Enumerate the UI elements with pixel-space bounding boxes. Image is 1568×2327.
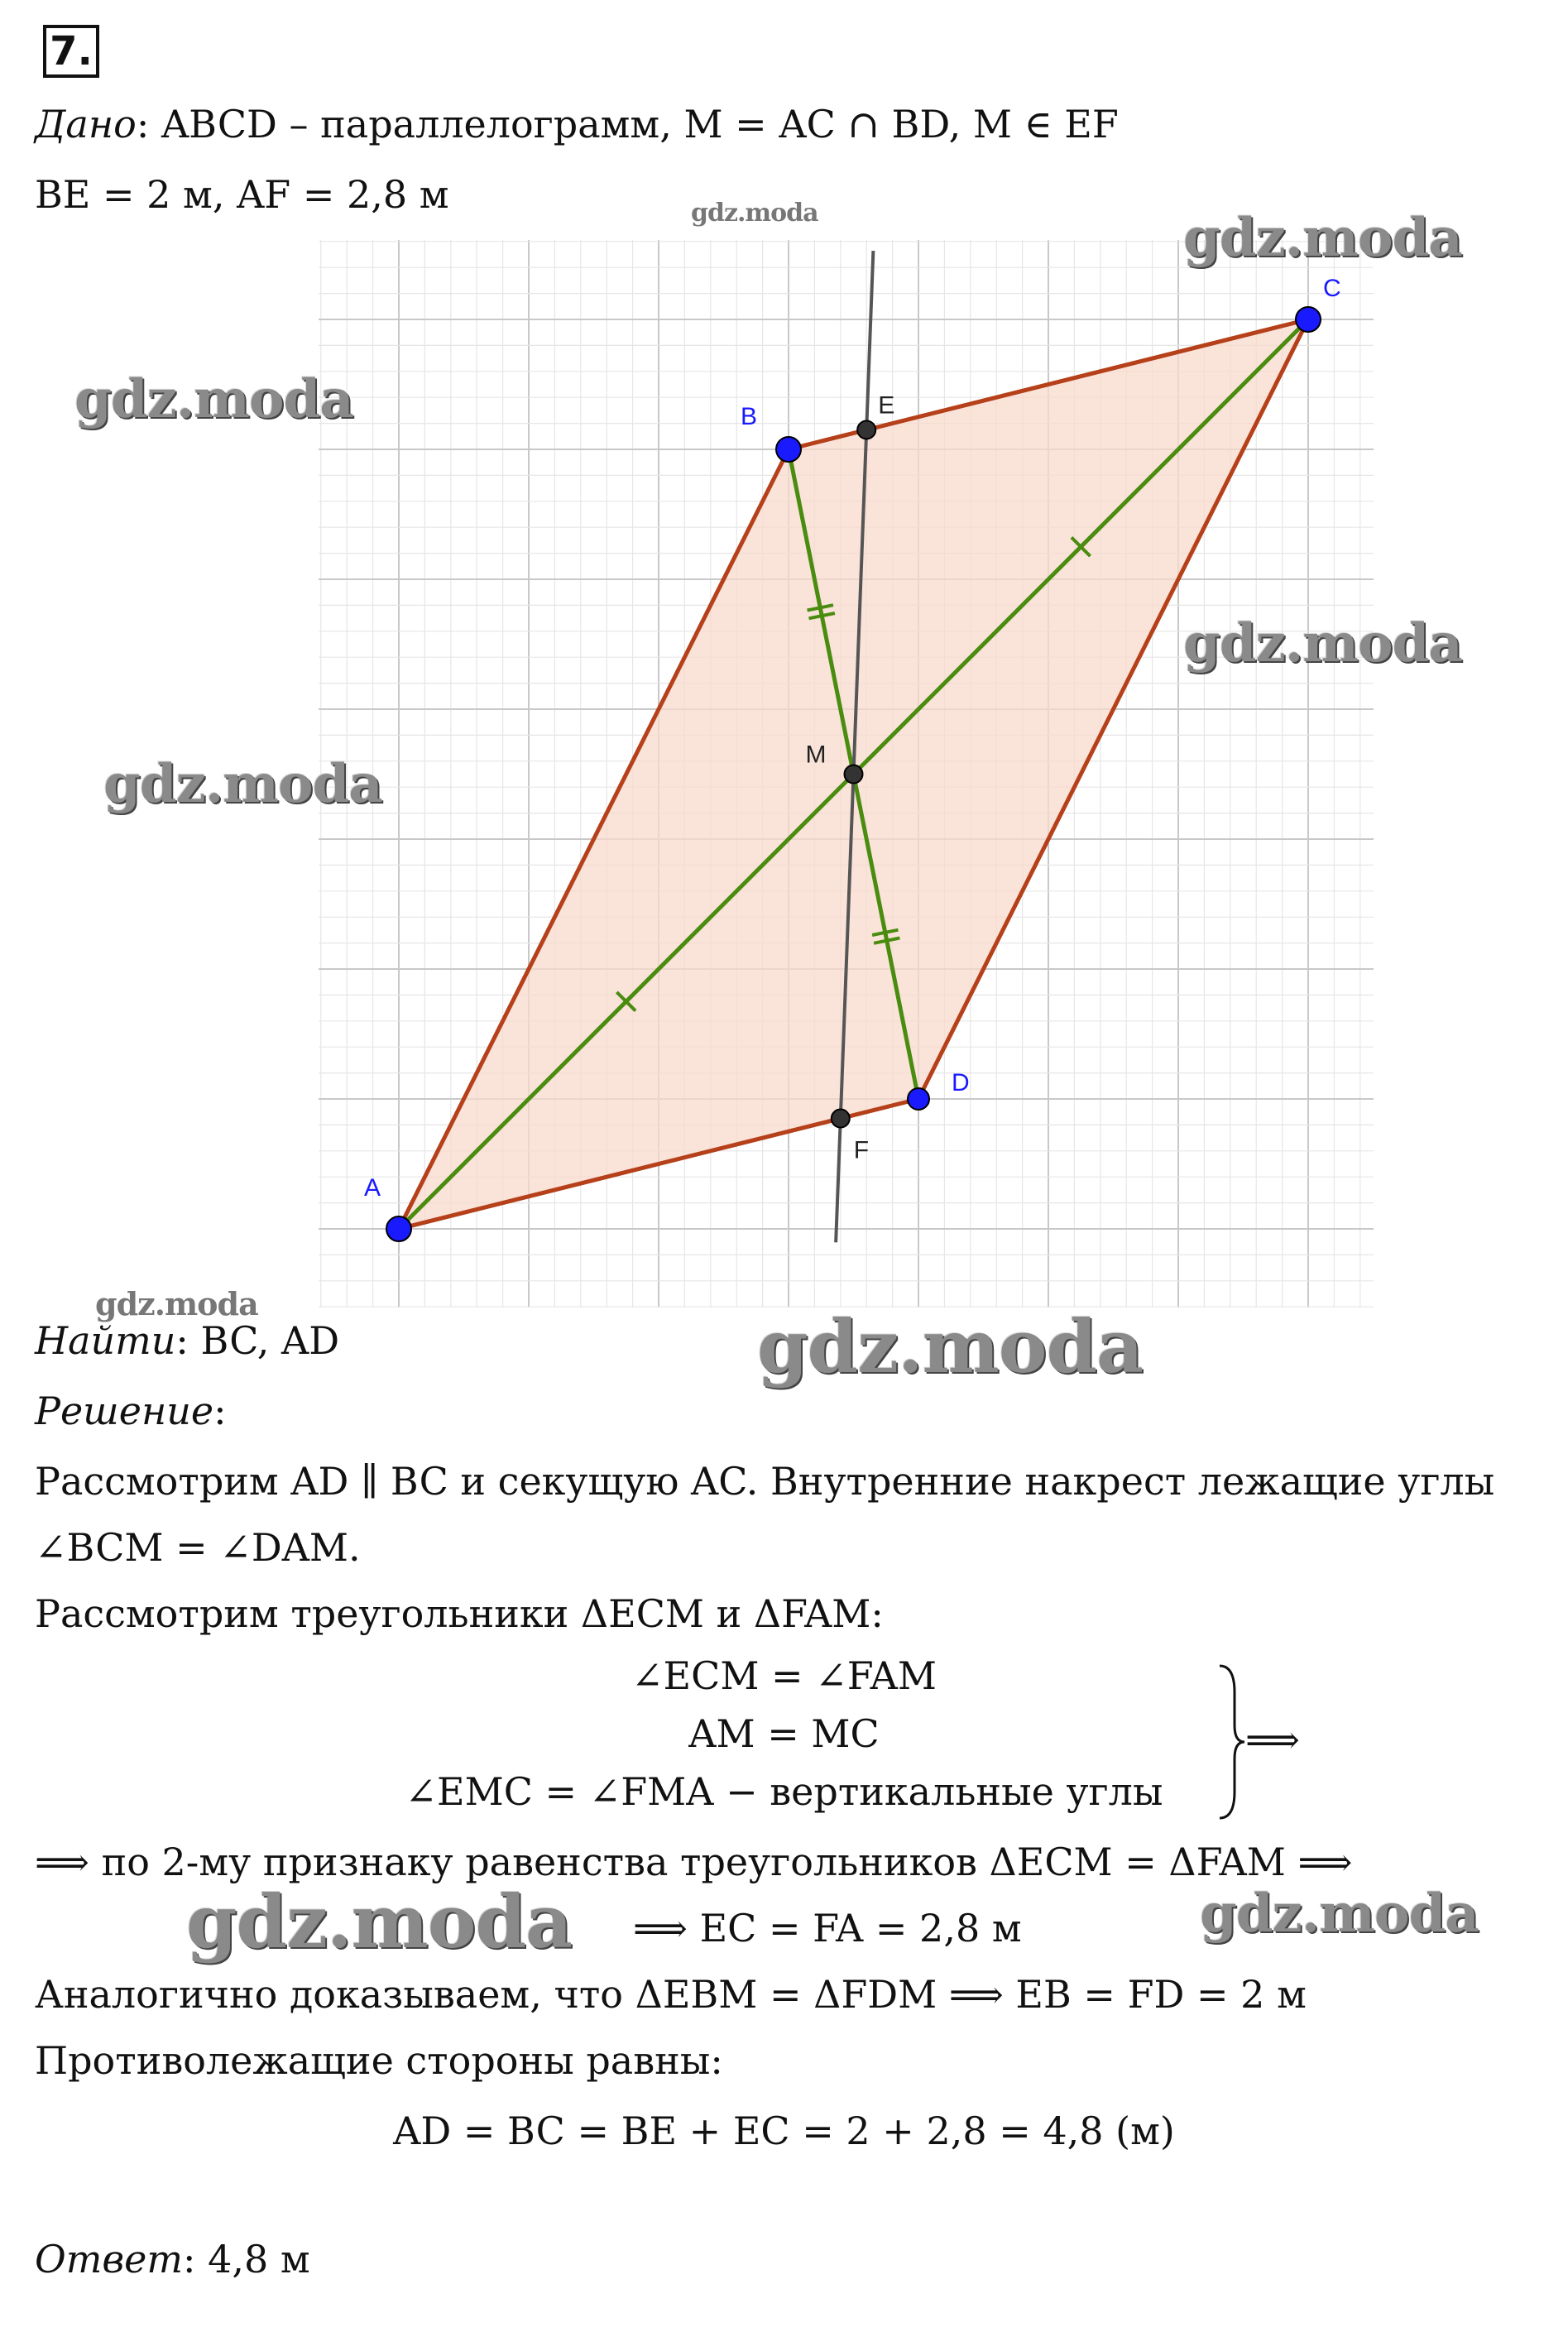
system-implies: ⟹ xyxy=(1245,1717,1300,1762)
watermark: gdz.moda xyxy=(691,199,818,228)
given-line-2: BE = 2 м, AF = 2,8 м xyxy=(35,172,449,217)
answer-label: Ответ xyxy=(35,2237,183,2281)
point-label-e: E xyxy=(878,391,895,420)
solution-p6: Аналогично доказываем, что ΔEBM = ΔFDM ⟹ EB = FD = 2 м xyxy=(35,1972,1307,2017)
solution-heading xyxy=(35,1386,227,1436)
point-label-c: C xyxy=(1323,275,1341,302)
watermark: gdz.moda xyxy=(95,1285,258,1322)
watermark: gdz.moda xyxy=(757,1303,1144,1389)
watermark: gdz.moda xyxy=(74,368,353,430)
watermark: gdz.moda xyxy=(103,753,382,815)
find-text: : BC, AD xyxy=(175,1318,340,1363)
system-line-1: ∠ECM = ∠FAM xyxy=(631,1653,937,1698)
answer-text: : 4,8 м xyxy=(182,2237,310,2281)
point-label-f: F xyxy=(853,1136,870,1164)
solution-p5: ⟹ EC = FA = 2,8 м xyxy=(633,1906,1022,1950)
given-text: : ABCD – параллелограмм, M = AC ∩ BD, M ∈ EF xyxy=(136,102,1119,146)
point-label-a: A xyxy=(364,1174,381,1202)
system-brace xyxy=(1215,1659,1248,1825)
solution-p3: Рассмотрим треугольники ΔECM и ΔFAM: xyxy=(35,1591,884,1636)
point-label-d: D xyxy=(952,1069,970,1096)
solution-p8: AD = BC = BE + EC = 2 + 2,8 = 4,8 (м) xyxy=(393,2109,1175,2153)
geometry-figure xyxy=(314,223,1374,1307)
watermark: gdz.moda xyxy=(1200,1883,1479,1945)
solution-p4: ⟹ по 2-му признаку равенства треугольников ΔECM = ΔFAM ⟹ xyxy=(35,1840,1353,1884)
answer-line xyxy=(35,2234,310,2284)
watermark: gdz.moda xyxy=(1183,207,1462,269)
point-label-m: M xyxy=(805,741,827,769)
solution-p2: ∠BCM = ∠DAM. xyxy=(35,1525,361,1570)
point-a xyxy=(386,1216,411,1241)
solution-label: Решение xyxy=(35,1389,214,1433)
find-line xyxy=(35,1316,339,1365)
watermark: gdz.moda xyxy=(1183,612,1462,674)
point-e xyxy=(857,420,875,439)
given-line-1 xyxy=(35,99,1119,149)
system-line-3: ∠EMC = ∠FMA − вертикальные углы xyxy=(405,1769,1163,1814)
point-d xyxy=(908,1088,929,1110)
point-label-b: B xyxy=(741,403,758,430)
point-c xyxy=(1296,307,1321,332)
point-b xyxy=(776,437,801,462)
find-label: Найти xyxy=(35,1318,176,1363)
solution-colon: : xyxy=(213,1389,227,1433)
given-label: Дано xyxy=(35,102,137,146)
point-f xyxy=(832,1110,850,1128)
point-m xyxy=(845,765,863,784)
solution-p7: Противолежащие стороны равны: xyxy=(35,2038,723,2083)
task-number: 7. xyxy=(43,25,99,78)
watermark: gdz.moda xyxy=(186,1878,573,1965)
system-line-2: AM = MC xyxy=(688,1711,880,1756)
solution-p1: Рассмотрим AD ∥ BC и секущую AC. Внутренние накрест лежащие углы xyxy=(35,1459,1495,1504)
